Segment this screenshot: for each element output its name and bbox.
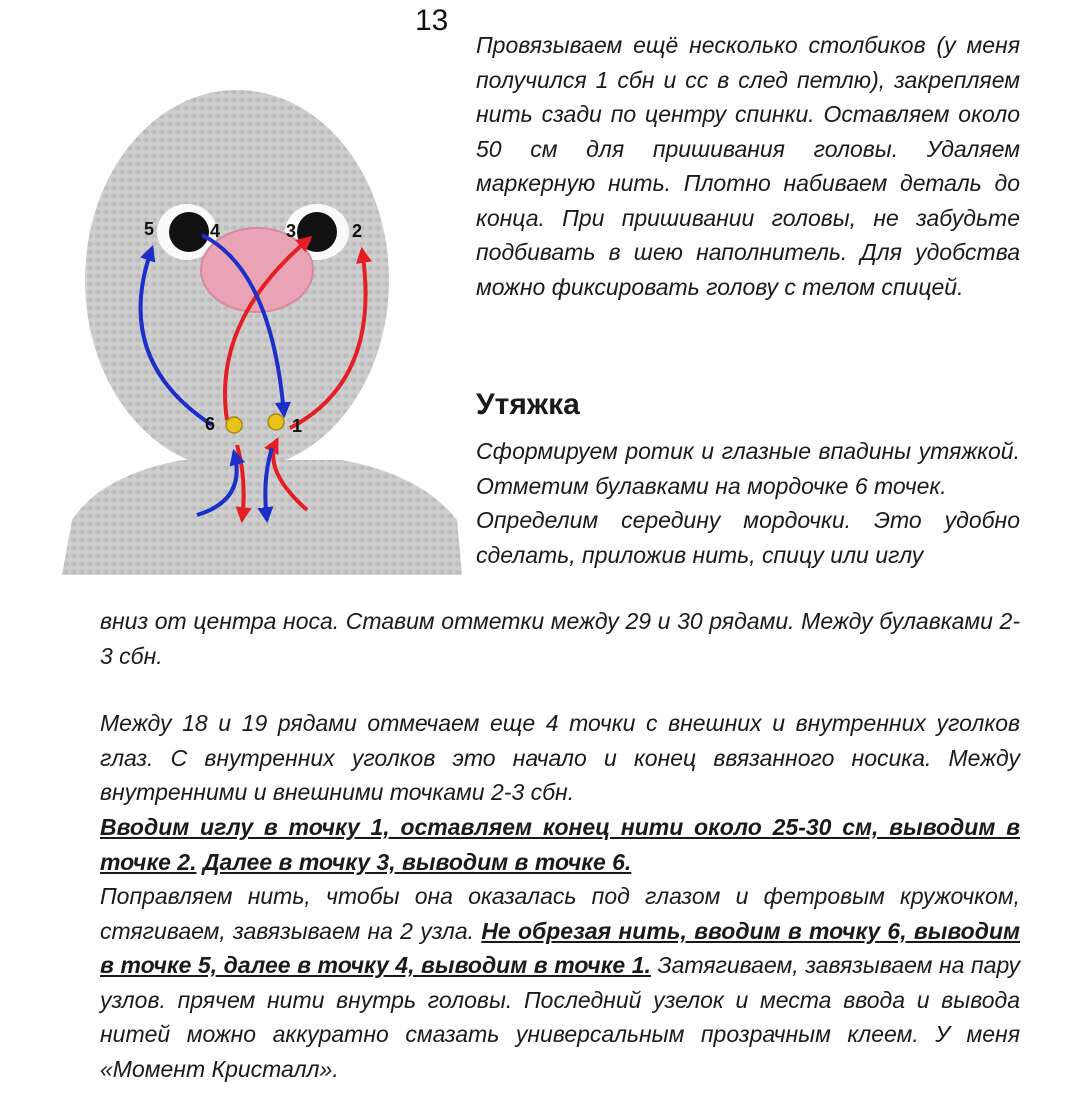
left-eye — [169, 212, 209, 252]
pin-1 — [268, 414, 284, 430]
toy-body — [62, 460, 462, 575]
paragraph-1: Сформируем ротик и глазные впадины утяжкой. Отметим булавками на мордочке 6 точек. — [476, 438, 1020, 499]
label-2: 2 — [352, 221, 363, 241]
section-heading: Утяжка — [476, 388, 580, 421]
label-3: 3 — [286, 221, 297, 241]
paragraph-3-block — [100, 706, 1020, 810]
right-column-text — [476, 434, 1020, 572]
intro-section — [476, 28, 1020, 304]
toy-head-illustration — [62, 80, 462, 575]
paragraph-2-continued — [100, 604, 1020, 673]
label-1: 1 — [292, 416, 303, 436]
label-4: 4 — [210, 221, 221, 241]
paragraph-4: Поправляем нить, чтобы она оказалась под глазом и фетровым кружочком, стягиваем, завязываем на 2 узла. — [100, 883, 1020, 944]
instruction-2: Далее в точку 3, выводим в точке 6. — [202, 848, 632, 875]
instructions-block — [100, 810, 1020, 1086]
paragraph-2-start: Определим середину мордочки. Это удобно сделать, приложив нить, спицу или иглу — [476, 507, 1020, 568]
paragraph-2-end: вниз от центра носа. Ставим отметки между 29 и 30 рядами. Между булавками 2-3 сбн. — [100, 608, 1020, 669]
pin-6 — [226, 417, 242, 433]
paragraph-4-end: Затягиваем, завязываем на пару узлов. прячем нити внутрь головы. Последний узелок и места ввода и вывода нитей можно аккуратно смазать универсальным прозрачным клеем. У меня «Момент Кристалл». — [100, 952, 1020, 1082]
page-number: 13 — [415, 4, 449, 37]
intro-paragraph: Провязываем ещё несколько столбиков (у меня получился 1 сбн и сс в след петлю), закрепляем нить сзади по центру спинки. Оставляем около 50 см для пришивания головы. Удаляем маркерную нить. Плотно набиваем деталь до конца. При пришивании головы, не забудьте подбивать в шею наполнитель. Для удобства можно фиксировать голову с телом спицей. — [476, 32, 1020, 300]
label-5: 5 — [144, 219, 155, 239]
paragraph-3: Между 18 и 19 рядами отмечаем еще 4 точки с внешних и внутренних уголков глаз. С внутренних уголков это начало и конец ввязанного носика. Между внутренними и внешними точками 2-3 сбн. — [100, 710, 1020, 805]
label-6: 6 — [205, 414, 216, 434]
instruction-1: Вводим иглу в точку 1, оставляем конец нити около 25-30 см, выводим в точке 2. — [100, 814, 1020, 875]
instruction-3: Не обрезая нить, вводим в точку 6, выводим в точке 5, далее в точку 4, выводим в точке 1. — [100, 917, 1021, 978]
